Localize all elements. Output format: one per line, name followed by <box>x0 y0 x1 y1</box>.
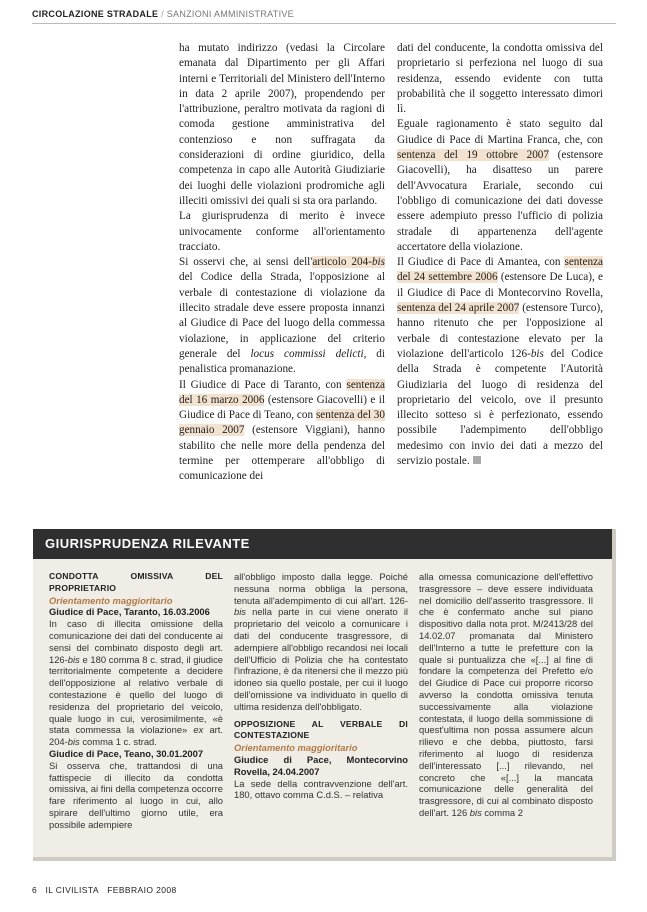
header-section: CIRCOLAZIONE STRADALE <box>32 9 159 19</box>
header-rule <box>32 23 616 24</box>
paragraph: Il Giudice di Pace di Amantea, con sentenza del 24 settembre 2006 (estensore De Luca), e il Giudice di Pace di Montecorvino Rovella, sentenza del 24 aprile 2007 (estensore Turco), hanno ritenuto che per l'opposizione al verbale di contestazione elevato per la violazione dell'articolo 126-bis del Codice della Strada è competente l'Autorità Giudiziaria del luogo di residenza del proprietario del veicolo, ove il presunto illecito sotteso si è perfezionato, essendo possibile l'adempimento dell'obbligo medesimo con invio dei dati a mezzo del servizio postale. <box>397 256 603 468</box>
case-text: Si osserva che, trattandosi di una fattispecie di illecito da condotta omissiva, ai fini della competenza occorre fare riferimento al luogo in cui, allo spirare dell'ultimo giorno utile, era possibile adempiere <box>49 759 223 830</box>
case-text: all'obbligo imposto dalla legge. Poiché nessuna norma obbliga la persona, tenuta all'adempimento di cui all'art. 126-bis nella parte in cui viene onerato il proprietario del veicolo a comunicare i dati del conducente trasgressore, di adempiere all'obbligo recandosi nei locali dell'Ufficio di Polizia che ha contestato l'infrazione, è da ritenersi che il mezzo più idoneo sia quello postale, per cui il luogo dell'omissione va individuato in quello di ultima residenza dell'obbligato. <box>234 571 408 712</box>
orientation-label: Orientamento maggioritario <box>234 742 358 754</box>
magazine-name: IL CIVILISTA <box>45 885 99 895</box>
box-column-3 <box>419 571 593 819</box>
box-column-2 <box>234 571 408 801</box>
paragraph: dati del conducente, la condotta omissiva del proprietario si perfeziona nel luogo di sua residenza, essendo evidente con tutta probabilità che il soggetto interessato dimori lì. <box>397 42 603 116</box>
page-number: 6 <box>32 885 38 895</box>
case-text: alla omessa comunicazione dell'effettivo trasgressore – deve essere individuata nel domicilio dell'asserito trasgressore. Il che è confermato anche sul piano dispositivo dalla nota prot. M/2413/28 del 14.02.07 promanata dal Ministero dell'Interno a tutte le prefetture con la quale si puntualizza che «[...] al fine di fondare la competenza del Prefetto e/o del Giudice di Pace cui proporre ricorso avverso la condotta omissiva tenuta successivamente alla violazione contestata, il luogo della sommissione di quest'ultima non possa assumere alcun rilievo e che debba, piuttosto, farsi riferimento al luogo di residenza dell'interessato [...] rilevando, nel concreto che «[...] la mancata comunicazione delle generalità del trasgressore, di cui al combinato disposto dell'art. 126 bis comma 2 <box>419 571 593 818</box>
article-column-2 <box>397 41 603 469</box>
issue-date: FEBBRAIO 2008 <box>107 885 177 895</box>
highlighted-reference: sentenza del 16 marzo 2006 <box>179 378 385 406</box>
paragraph: Eguale ragionamento è stato seguito dal Giudice di Pace di Martina Franca, che, con sentenza del 19 ottobre 2007 (estensore Giacovelli), ha disatteso un parere dell'Avvocatura Erariale, secondo cui l'obbligo di comunicazione dei dati dovesse essere adempiuto presso l'ufficio di polizia stradale di appartenenza dell'agente accertatore della violazione. <box>397 118 603 253</box>
running-header <box>32 9 294 19</box>
highlighted-reference: sentenza del 24 settembre 2006 <box>397 256 603 284</box>
case-heading: OPPOSIZIONE AL VERBALE DI CONTESTAZIONE <box>234 718 408 741</box>
case-text: In caso di illecita omissione della comunicazione dei dati del conducente ai sensi del combinato disposto degli art. 126-bis e 180 comma 8 c. strad, il giudice territorialmente competente a decidere dell'opposizione al relativo verbale di contestazione è quello del luogo di residenza del proprietario del veicolo, quale luogo in cui, verosimilmente, «è stata commessa la violazione» ex art. 204-bis comma 1 c. strad. <box>49 618 223 748</box>
court-citation: Giudice di Pace, Taranto, 16.03.2006 <box>49 606 210 618</box>
box-column-1 <box>49 571 223 831</box>
court-citation: Giudice di Pace, Teano, 30.01.2007 <box>49 747 204 759</box>
highlighted-reference: sentenza del 19 ottobre 2007 <box>397 149 549 162</box>
article-column-1 <box>179 41 385 485</box>
end-of-article-icon <box>473 456 481 464</box>
highlighted-reference: sentenza del 24 aprile 2007 <box>397 302 520 315</box>
sidebar-box-giurisprudenza <box>33 529 616 861</box>
orientation-label: Orientamento maggioritario <box>49 594 173 606</box>
paragraph: Si osservi che, ai sensi dell'articolo 204-bis del Codice della Strada, l'opposizione al verbale di contestazione di violazione da illecito stradale deve essere proposta innanzi al Giudice di Pace del luogo della commessa violazione, in applicazione del criterio generale del locus commissi delicti, di penalistica promanazione. <box>179 256 386 376</box>
case-text: La sede della contravvenzione dell'art. 180, ottavo comma C.d.S. – relativa <box>234 777 408 801</box>
highlighted-reference: sentenza del 30 gennaio 2007 <box>179 409 385 437</box>
paragraph: La giurisprudenza di merito è invece univocamente conforme all'orientamento tracciato. <box>179 210 385 253</box>
header-subsection: SANZIONI AMMINISTRATIVE <box>166 9 294 19</box>
box-title: GIURISPRUDENZA RILEVANTE <box>45 536 250 551</box>
court-citation: Giudice di Pace, Montecorvino Rovella, 24.04.2007 <box>234 753 408 777</box>
header-separator: / <box>161 9 164 19</box>
highlighted-reference: articolo 204-bis <box>312 256 385 269</box>
paragraph: Il Giudice di Pace di Taranto, con sentenza del 16 marzo 2006 (estensore Giacovelli) e il Giudice di Pace di Teano, con sentenza del 30 gennaio 2007 (estensore Viggiani), hanno stabilito che nelle more della pendenza del termine per ottemperare all'obbligo di comunicazione dei <box>179 378 385 483</box>
box-title-bar <box>33 529 612 559</box>
paragraph: ha mutato indirizzo (vedasi la Circolare emanata dal Dipartimento per gli Affari interni e Territoriali del Ministero dell'Interno in data 2 aprile 2007), propendendo per l'attribuzione, peraltro motivata da ragioni di comoda gestione amministrativa del contenzioso e non suffragata da considerazioni di ordine giuridico, della competenza in capo alle Autorità Giudiziarie dei luoghi delle violazioni prodromiche agli illeciti omissivi dei quali si sta ora parlando. <box>179 42 385 207</box>
case-heading: CONDOTTA OMISSIVA DEL PROPRIETARIO <box>49 571 223 593</box>
page-footer <box>32 885 177 895</box>
